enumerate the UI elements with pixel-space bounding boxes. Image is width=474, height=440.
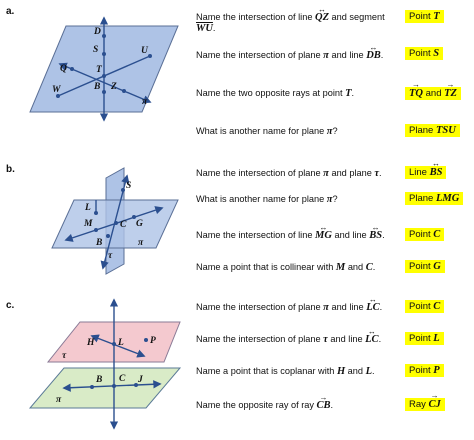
point-s-b bbox=[121, 188, 125, 192]
sym: ↔ QZ bbox=[315, 12, 329, 23]
question-c4: Name the opposite ray of ray → CB. bbox=[196, 400, 333, 411]
label-q: Q bbox=[60, 64, 67, 74]
label-tau-b: τ bbox=[108, 251, 113, 261]
answer-a4: Plane TSU bbox=[405, 124, 460, 137]
label-g: G bbox=[136, 219, 143, 229]
label-plane-pi: π bbox=[142, 97, 148, 107]
question-a3: Name the two opposite rays at point T. bbox=[196, 88, 355, 99]
point-t bbox=[102, 74, 106, 78]
diagram-a bbox=[30, 18, 178, 120]
answer-a3: → TQ and → TZ bbox=[405, 87, 461, 100]
section-label-a: a. bbox=[6, 6, 15, 17]
label-pi-b: π bbox=[138, 238, 144, 248]
answer-b1: Line ↔ BS bbox=[405, 166, 446, 179]
answer-c4: Ray → CJ bbox=[405, 398, 445, 411]
label-tau-c: τ bbox=[62, 351, 67, 361]
question-a4: What is another name for plane π? bbox=[196, 126, 338, 137]
label-u: U bbox=[141, 46, 148, 56]
answer-c1: Point C bbox=[405, 300, 444, 313]
section-label-b: b. bbox=[6, 164, 15, 175]
label-h: H bbox=[87, 338, 95, 348]
diagram-c bbox=[30, 300, 180, 428]
question-c3: Name a point that is coplanar with H and L. bbox=[196, 366, 375, 377]
label-l-c: L bbox=[118, 338, 124, 348]
plane-pi-c bbox=[30, 368, 180, 408]
question-a2: Name the intersection of plane π and line ↔ DB. bbox=[196, 50, 383, 61]
label-z: Z bbox=[111, 82, 117, 92]
point-m bbox=[94, 228, 98, 232]
label-b-c: B bbox=[96, 375, 103, 385]
label-c-b: C bbox=[120, 220, 127, 230]
label-m: M bbox=[84, 219, 93, 229]
label-t: T bbox=[96, 65, 102, 75]
question-b2: What is another name for plane π? bbox=[196, 194, 338, 205]
diagram-b bbox=[52, 168, 178, 274]
point-s bbox=[102, 52, 106, 56]
point-c-c bbox=[112, 384, 116, 388]
point-c-b bbox=[114, 221, 118, 225]
question-c1: Name the intersection of plane π and line ↔ LC. bbox=[196, 302, 382, 313]
question-c2: Name the intersection of plane τ and line ↔ LC. bbox=[196, 334, 381, 345]
label-w: W bbox=[52, 85, 61, 95]
question-b1: Name the intersection of plane π and plane τ. bbox=[196, 168, 382, 179]
label-j: J bbox=[138, 375, 143, 385]
point-b-c bbox=[90, 385, 94, 389]
label-s-b: S bbox=[126, 181, 132, 191]
point-p bbox=[144, 338, 148, 342]
point-u bbox=[148, 54, 152, 58]
label-b: B bbox=[94, 82, 101, 92]
answer-a1: Point T bbox=[405, 10, 444, 23]
label-d: D bbox=[94, 27, 101, 37]
point-l bbox=[94, 211, 98, 215]
answer-c2: Point L bbox=[405, 332, 444, 345]
label-pi-c: π bbox=[56, 395, 62, 405]
label-s: S bbox=[93, 45, 99, 55]
answer-c3: Point P bbox=[405, 364, 444, 377]
question-a1: Name the intersection of line ↔ QZ and segment $\overline{WU}$. bbox=[196, 12, 385, 34]
label-p: P bbox=[150, 336, 156, 346]
point-d bbox=[102, 34, 106, 38]
point-l-c bbox=[112, 342, 116, 346]
label-c-c: C bbox=[119, 374, 126, 384]
section-label-c: c. bbox=[6, 300, 15, 311]
question-b3: Name the intersection of line ↔ MG and line ↔ BS. bbox=[196, 230, 385, 241]
sym2: $\overline{WU}$ bbox=[196, 23, 213, 34]
point-b bbox=[102, 90, 106, 94]
answer-a2: Point S bbox=[405, 47, 443, 60]
answer-b2: Plane LMG bbox=[405, 192, 463, 205]
question-b4: Name a point that is collinear with M and C. bbox=[196, 262, 376, 273]
point-z bbox=[122, 89, 126, 93]
answer-b3: Point C bbox=[405, 228, 444, 241]
point-h bbox=[94, 336, 98, 340]
answer-b4: Point G bbox=[405, 260, 445, 273]
point-q bbox=[70, 67, 74, 71]
label-b-b: B bbox=[96, 238, 103, 248]
label-l: L bbox=[85, 203, 91, 213]
point-b-b bbox=[106, 234, 110, 238]
